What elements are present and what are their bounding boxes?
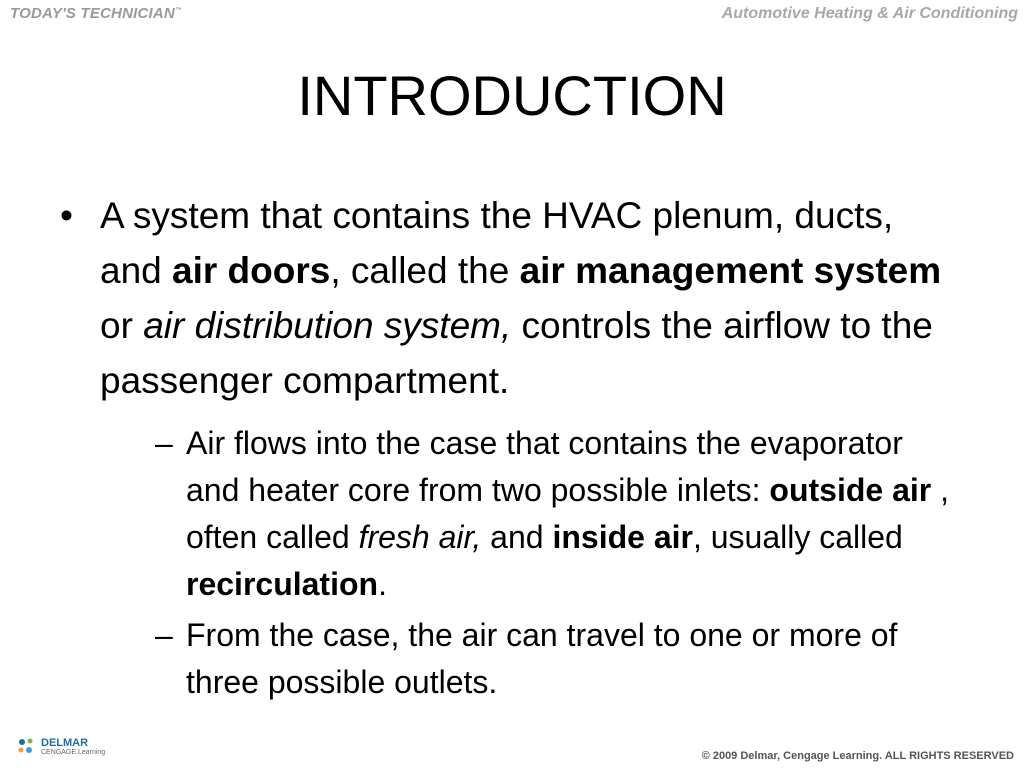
bullet-list <box>60 188 960 706</box>
sub-bullet-text: From the case, the air can travel to one or more of three possible outlets. <box>186 617 898 700</box>
sub-bullet-marker: – <box>155 617 173 653</box>
term-outside-air: outside air <box>769 472 932 508</box>
term-recirculation: recirculation <box>186 566 379 602</box>
header-brand-left: TODAY'S TECHNICIAN™ <box>10 5 183 22</box>
term-fresh-air: fresh air, <box>358 519 482 555</box>
header-brand-right: Automotive Heating & Air Conditioning <box>721 5 1018 22</box>
logo-line-delmar: DELMAR <box>41 737 89 749</box>
bullet-item-air-management <box>60 188 960 706</box>
sub-bullet-marker: – <box>155 425 173 461</box>
sub-bullet-inlets <box>100 420 960 608</box>
copyright-notice: © 2009 Delmar, Cengage Learning. ALL RIGHTS RESERVED <box>701 750 1014 762</box>
bullet-marker: • <box>60 195 73 236</box>
sub-bullet-list <box>100 420 960 706</box>
delmar-logo-icon <box>16 736 38 758</box>
bullet-text: A system that contains the HVAC plenum, ducts, and air doors, called the air management system or air distribution system, controls the airflow to the passenger compartment. <box>100 195 942 401</box>
term-air-management-system: air management system <box>519 250 942 291</box>
term-air-doors: air doors <box>172 250 331 291</box>
logo-line-cengage: CENGAGE Learning <box>41 749 106 756</box>
trademark-mark: ™ <box>174 7 183 14</box>
term-air-distribution-system: air distribution system, <box>143 305 512 346</box>
delmar-cengage-logo <box>16 736 105 758</box>
sub-bullet-text: Air flows into the case that contains the evaporator and heater core from two possible inlets: outside air , often called fresh air, and inside air, usually called recirculation. <box>186 425 949 602</box>
term-inside-air: inside air <box>552 519 693 555</box>
slide-title: INTRODUCTION <box>297 64 727 127</box>
sub-bullet-outlets <box>100 612 960 706</box>
